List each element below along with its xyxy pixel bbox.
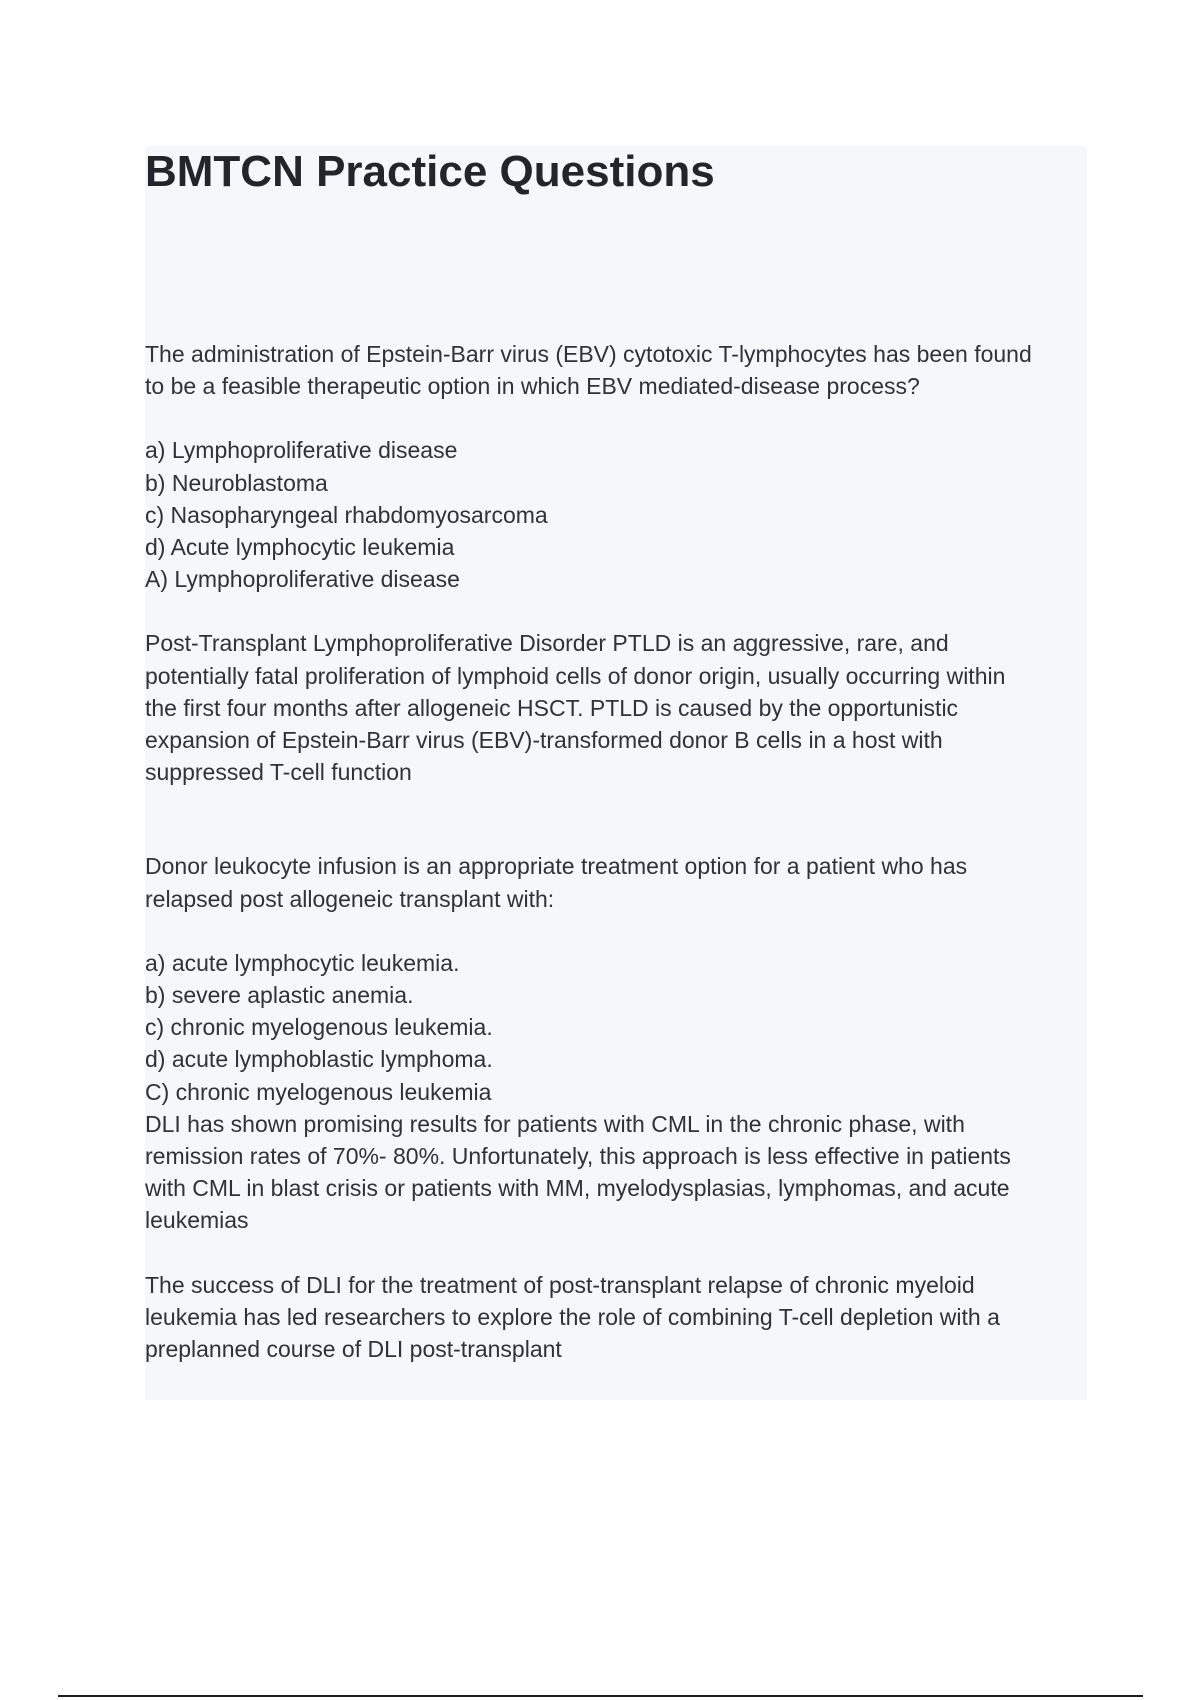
- question-text-line: The administration of Epstein-Barr virus (EBV) cytotoxic T-lymphocytes has been found: [145, 341, 1032, 367]
- explanation-line: expansion of Epstein-Barr virus (EBV)-transformed donor B cells in a host with: [145, 727, 943, 754]
- explanation-line: the first four months after allogeneic HSCT. PTLD is caused by the opportunistic: [145, 694, 959, 721]
- option-a: a) acute lymphocytic leukemia.: [145, 949, 460, 976]
- closing-paragraph: [145, 1269, 1087, 1366]
- option-d: d) acute lymphoblastic lymphoma.: [145, 1046, 493, 1073]
- question-2-options: [145, 947, 1087, 1108]
- question-text-line: Donor leukocyte infusion is an appropriate treatment option for a patient who has: [145, 853, 968, 880]
- question-1: [145, 338, 1087, 402]
- option-d: d) Acute lymphocytic leukemia: [145, 534, 455, 561]
- answer: A) Lymphoproliferative disease: [145, 566, 460, 593]
- question-text-line: to be a feasible therapeutic option in which EBV mediated-disease process?: [145, 373, 920, 400]
- option-a: a) Lymphoproliferative disease: [145, 437, 458, 464]
- question-2-explanation: [145, 1108, 1087, 1237]
- answer: C) chronic myelogenous leukemia: [145, 1078, 492, 1105]
- explanation-line: remission rates of 70%- 80%. Unfortunately, this approach is less effective in patients: [145, 1143, 1011, 1170]
- question-text-line: relapsed post allogeneic transplant with:: [145, 885, 555, 912]
- explanation-line: potentially fatal proliferation of lymphoid cells of donor origin, usually occurring within: [145, 662, 1006, 689]
- page-title: BMTCN Practice Questions: [145, 147, 715, 196]
- question-1-explanation: [145, 627, 1087, 788]
- explanation-line: DLI has shown promising results for patients with CML in the chronic phase, with: [145, 1110, 965, 1137]
- option-b: b) Neuroblastoma: [145, 469, 328, 496]
- closing-line: The success of DLI for the treatment of post-transplant relapse of chronic myeloid: [145, 1271, 975, 1298]
- explanation-line: leukemias: [145, 1207, 249, 1234]
- footer-rule: [58, 1695, 1143, 1697]
- closing-line: leukemia has led researchers to explore the role of combining T-cell depletion with a: [145, 1303, 1000, 1330]
- option-b: b) severe aplastic anemia.: [145, 982, 414, 1009]
- explanation-line: with CML in blast crisis or patients with MM, myelodysplasias, lymphomas, and acute: [145, 1175, 1010, 1202]
- closing-line: preplanned course of DLI post-transplant: [145, 1336, 562, 1363]
- question-2: [145, 850, 1087, 914]
- explanation-line: suppressed T-cell function: [145, 759, 412, 786]
- explanation-line: Post-Transplant Lymphoproliferative Disorder PTLD is an aggressive, rare, and: [145, 630, 949, 657]
- document-body: [145, 338, 1087, 1365]
- option-c: c) Nasopharyngeal rhabdomyosarcoma: [145, 501, 548, 528]
- option-c: c) chronic myelogenous leukemia.: [145, 1014, 493, 1041]
- question-1-options: [145, 434, 1087, 595]
